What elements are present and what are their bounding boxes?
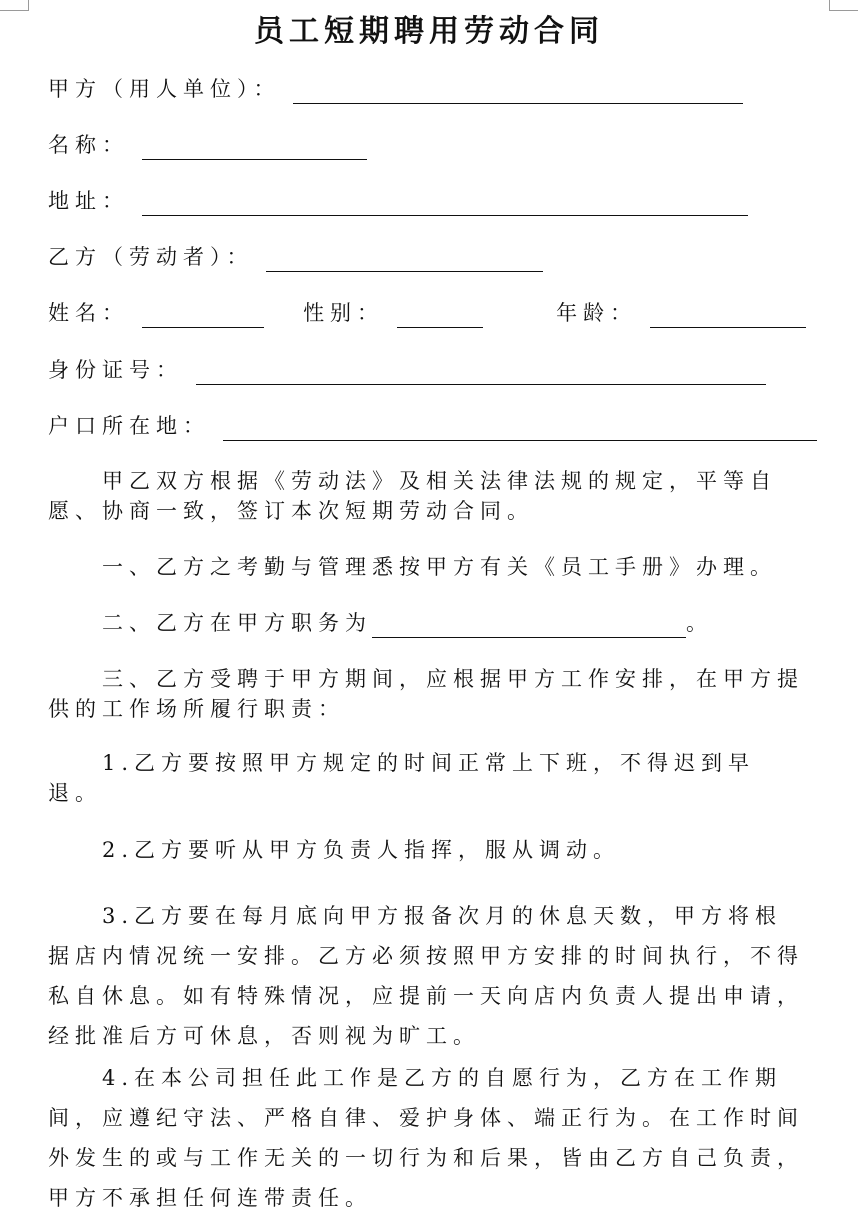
item-3: 3.乙方要在每月底向甲方报备次月的休息天数，甲方将根据店内情况统一安排。乙方必须按照甲方安排的时间执行，不得私自休息。如有特殊情况，应提前一天向店内负责人提出申请，经批准后方可休息，否则视为旷工。 bbox=[48, 904, 804, 1048]
address-label: 地址： bbox=[48, 189, 129, 213]
id-row bbox=[48, 355, 766, 385]
personal-info-row bbox=[48, 298, 806, 328]
hukou-field[interactable] bbox=[223, 418, 817, 441]
party-a-field[interactable] bbox=[293, 81, 743, 104]
company-name-field[interactable] bbox=[142, 137, 367, 160]
gender-label: 性别： bbox=[303, 301, 385, 325]
item-4: 4.在本公司担任此工作是乙方的自愿行为，乙方在工作期间，应遵纪守法、严格自律、爱护身体、端正行为。在工作时间外发生的或与工作无关的一切行为和后果，皆由乙方自己负责，甲方不承担任何连带责任。 bbox=[48, 1066, 804, 1210]
party-b-field[interactable] bbox=[266, 249, 543, 272]
item-2: 2.乙方要听从甲方负责人指挥，服从调动。 bbox=[102, 838, 621, 862]
hukou-label: 户口所在地： bbox=[48, 414, 210, 438]
full-name-label: 姓名： bbox=[48, 301, 129, 325]
item-1: 1.乙方要按照甲方规定的时间正常上下班，不得迟到早退。 bbox=[48, 751, 756, 805]
party-a-label: 甲方（用人单位）： bbox=[48, 77, 281, 101]
address-field[interactable] bbox=[142, 193, 748, 216]
clause-2 bbox=[48, 608, 806, 638]
intro-paragraph: 甲乙双方根据《劳动法》及相关法律法规的规定，平等自愿、协商一致，签订本次短期劳动合同。 bbox=[48, 469, 777, 523]
gender-field[interactable] bbox=[397, 305, 483, 328]
position-field[interactable] bbox=[372, 615, 686, 638]
name-row bbox=[48, 130, 367, 160]
document-title: 员工短期聘用劳动合同 bbox=[254, 14, 604, 49]
party-a-row bbox=[48, 74, 743, 104]
id-label: 身份证号： bbox=[48, 358, 183, 382]
full-name-field[interactable] bbox=[142, 305, 264, 328]
clause-2-end: 。 bbox=[686, 611, 713, 635]
age-label: 年龄： bbox=[556, 301, 638, 325]
party-b-row bbox=[48, 242, 543, 272]
party-b-label: 乙方（劳动者）： bbox=[48, 245, 254, 269]
hukou-row bbox=[48, 411, 817, 441]
age-field[interactable] bbox=[650, 305, 806, 328]
clause-2-text: 二、乙方在甲方职务为 bbox=[102, 611, 372, 635]
clause-3: 三、乙方受聘于甲方期间，应根据甲方工作安排，在甲方提供的工作场所履行职责： bbox=[48, 667, 804, 721]
id-number-field[interactable] bbox=[196, 362, 766, 385]
name-label: 名称： bbox=[48, 133, 129, 157]
address-row bbox=[48, 186, 748, 216]
clause-1: 一、乙方之考勤与管理悉按甲方有关《员工手册》办理。 bbox=[102, 555, 777, 579]
